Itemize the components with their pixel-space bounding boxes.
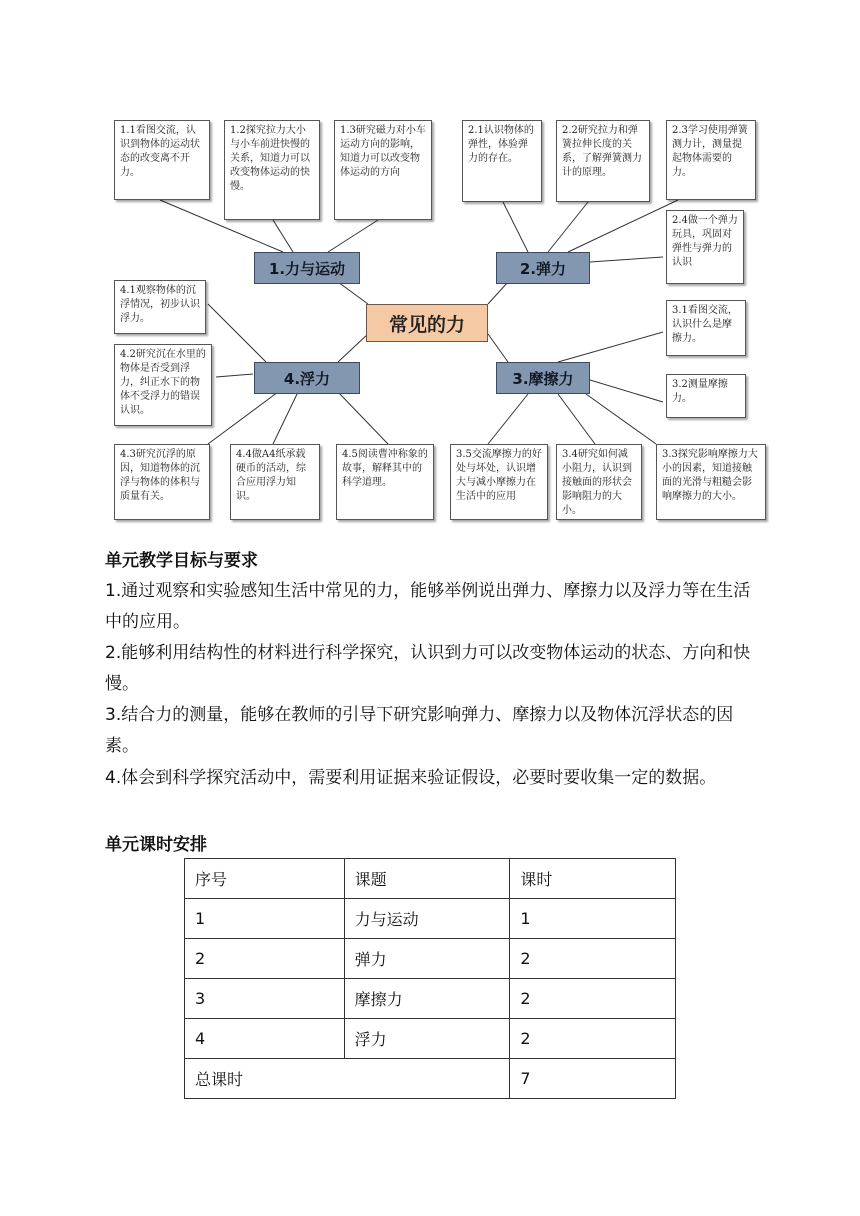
cell-hours: 2 [510, 979, 676, 1019]
cell-number: 1 [185, 899, 345, 939]
table-row [185, 939, 676, 979]
category-force-motion: 1.力与运动 [254, 252, 360, 284]
node-2-3: 2.3学习使用弹簧测力计，测量提起物体需要的力。 [666, 120, 756, 200]
cell-hours: 1 [510, 899, 676, 939]
header-cell-number: 序号 [185, 859, 345, 899]
cell-topic: 浮力 [344, 1019, 510, 1059]
cell-total-label: 总课时 [185, 1059, 510, 1099]
center-node: 常见的力 [366, 304, 488, 342]
cell-number: 2 [185, 939, 345, 979]
goal-item-4: 4.体会到科学探究活动中，需要利用证据来验证假设，必要时要收集一定的数据。 [105, 768, 717, 788]
node-4-2: 4.2研究沉在水里的物体是否受到浮力，纠正水下的物体不受浮力的错误认识。 [114, 344, 212, 426]
goal-item-2: 2.能够利用结构性的材料进行科学探究，认识到力可以改变物体运动的状态、方向和快慢。 [105, 643, 751, 694]
goal-item-3: 3.结合力的测量，能够在教师的引导下研究影响弹力、摩擦力以及物体沉浮状态的因素。 [105, 705, 734, 756]
table-row [185, 899, 676, 939]
node-2-2: 2.2研究拉力和弹簧拉伸长度的关系，了解弹簧测力计的原理。 [556, 120, 650, 202]
node-4-4: 4.4做A4纸承载硬币的活动，综合应用浮力知识。 [230, 444, 320, 520]
schedule-heading: 单元课时安排 [105, 835, 207, 855]
node-1-1: 1.1看图交流，认识到物体的运动状态的改变离不开力。 [114, 120, 210, 200]
table-row [185, 979, 676, 1019]
schedule-table [184, 858, 676, 1099]
node-1-3: 1.3研究磁力对小车运动方向的影响，知道力可以改变物体运动的方向 [334, 120, 432, 220]
cell-topic: 摩擦力 [344, 979, 510, 1019]
node-4-5: 4.5阅读曹冲称象的故事，解释其中的科学道理。 [336, 444, 434, 520]
category-friction: 3.摩擦力 [496, 362, 590, 394]
cell-total-value: 7 [510, 1059, 676, 1099]
node-3-2: 3.2测量摩擦力。 [666, 374, 746, 418]
node-3-5: 3.5交流摩擦力的好处与坏处，认识增大与减小摩擦力在生活中的应用 [450, 444, 548, 520]
cell-hours: 2 [510, 939, 676, 979]
table-row [185, 1019, 676, 1059]
cell-number: 3 [185, 979, 345, 1019]
table-header-row [185, 859, 676, 899]
category-elastic-force: 2.弹力 [496, 252, 590, 284]
mind-map [108, 112, 772, 524]
goals-heading: 单元教学目标与要求 [105, 551, 258, 571]
node-3-3: 3.3探究影响摩擦力大小的因素，知道接触面的光滑与粗糙会影响摩擦力的大小。 [656, 444, 766, 520]
node-2-4: 2.4做一个弹力玩具，巩固对弹性与弹力的认识 [666, 210, 744, 284]
node-4-3: 4.3研究沉浮的原因，知道物体的沉浮与物体的体积与质量有关。 [114, 444, 210, 520]
table-total-row [185, 1059, 676, 1099]
cell-number: 4 [185, 1019, 345, 1059]
category-buoyancy: 4.浮力 [254, 362, 360, 394]
header-cell-topic: 课题 [344, 859, 510, 899]
cell-hours: 2 [510, 1019, 676, 1059]
header-cell-hours: 课时 [510, 859, 676, 899]
goal-item-1: 1.通过观察和实验感知生活中常见的力，能够举例说出弹力、摩擦力以及浮力等在生活中的应用。 [105, 581, 751, 632]
node-3-1: 3.1看图交流，认识什么是摩擦力。 [666, 300, 746, 356]
node-2-1: 2.1认识物体的弹性，体验弹力的存在。 [462, 120, 542, 202]
cell-topic: 弹力 [344, 939, 510, 979]
node-4-1: 4.1观察物体的沉浮情况，初步认识浮力。 [114, 280, 206, 334]
node-1-2: 1.2探究拉力大小与小车前进快慢的关系，知道力可以改变物体运动的快慢。 [224, 120, 320, 220]
node-3-4: 3.4研究如何减小阻力，认识到接触面的形状会影响阻力的大小。 [556, 444, 642, 520]
cell-topic: 力与运动 [344, 899, 510, 939]
